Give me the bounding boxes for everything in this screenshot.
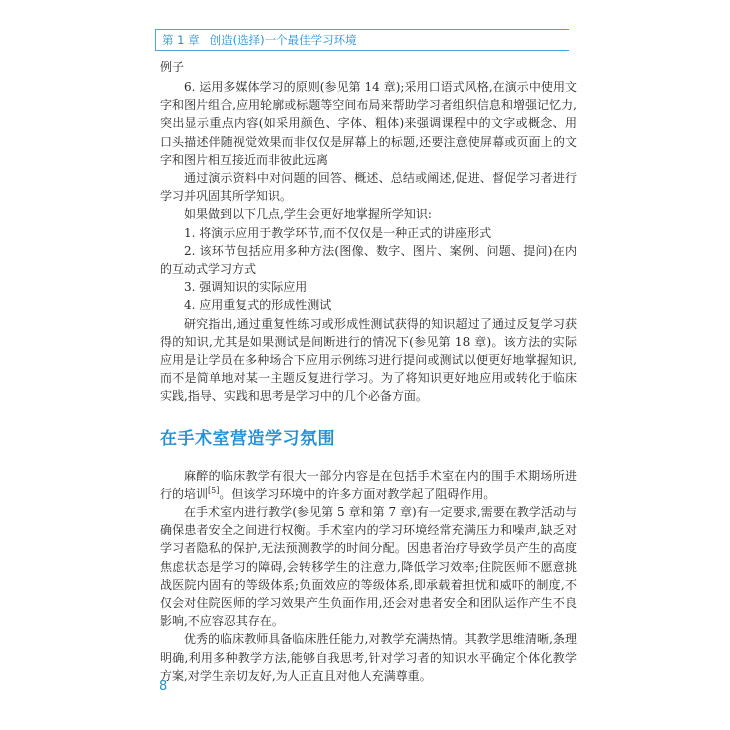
paragraph-reinforce: 通过演示资料中对问题的回答、概述、总结或阐述,促进、督促学习者进行学习并巩固其所学知识。	[160, 171, 577, 204]
paragraph-multimedia: 6. 运用多媒体学习的原则(参见第 14 章);采用口语式风格,在演示中使用文字和图片组合,应用轮廓或标题等空间布局来帮助学习者组织信息和增强记忆力,突出显示重点内容(如采用颜色、字体、粗体)来强调课程中的文字或概念、用口头描述伴随视觉效果而非仅仅是屏幕上的标题,还要注意使屏幕或页面上的文字和图片相互接近而非彼此远离	[160, 80, 577, 167]
chapter-header	[155, 29, 569, 51]
list-item: 4. 应用重复式的形成性测试	[184, 298, 332, 313]
paragraph-text: 。但该学习环境中的许多方面对教学起了阻碍作用。	[219, 486, 496, 501]
page-number: 8	[159, 679, 168, 694]
paragraph-conditions: 如果做到以下几点,学生会更好地掌握所学知识:	[184, 207, 432, 222]
section-heading: 在手术室营造学习氛围	[160, 428, 335, 449]
list-item: 3. 强调知识的实际应用	[184, 280, 308, 295]
paragraph-good-teacher: 优秀的临床教师具备临床胜任能力,对教学充满热情。其教学思维清晰,条理明确,利用多种教学方法,能够自我思考,针对学习者的知识水平确定个体化教学方案,对学生亲切友好,为人正直且对他人充满尊重。	[160, 632, 577, 683]
chapter-title: 创造(选择)一个最佳学习环境	[209, 33, 357, 47]
paragraph-research: 研究指出,通过重复性练习或形成性测试获得的知识超过了通过反复学习获得的知识,尤其是如果测试是间断进行的情况下(参见第 18 章)。该方法的实际应用是让学员在多种场合下应用示例练习进行提问或测试以便更好地掌握知识,而不是简单地对某一主题反复进行学习。为了将知识更好地应用或转化于临床实践,指导、实践和思考是学习中的几个必备方面。	[160, 316, 577, 404]
page-content	[160, 58, 577, 685]
chapter-number: 第 1 章	[162, 33, 200, 47]
paragraph-or-environment: 在手术室内进行教学(参见第 5 章和第 7 章)有一定要求,需要在教学活动与确保患者安全之间进行权衡。手术室内的学习环境经常充满压力和噪声,缺乏对学习者隐私的保护,无法预测教学的时间分配。因患者治疗导致学员产生的高度焦虑状态是学习的障碍,会转移学生的注意力,降低学习效率;住院医师不愿意挑战医院内固有的等级体系;负面效应的等级体系,即承载着担忧和威吓的制度,不仅会对住院医师的学习效果产生负面作用,还会对患者安全和团队运作产生不良影响,不应容忍其存在。	[160, 505, 577, 629]
reference-marker: [5]	[208, 485, 220, 495]
paragraph-text: 麻醉的临床教学有很大一部分内容是在包括手术室在内的围手术期场所进行的培训	[160, 468, 577, 501]
list-item: 1. 将演示应用于教学环节,而不仅仅是一种正式的讲座形式	[184, 225, 492, 240]
example-label: 例子	[160, 60, 185, 74]
list-item: 2. 该环节包括应用多种方法(图像、数字、图片、案例、问题、提问)在内的互动式学习方式	[160, 243, 577, 277]
paragraph-anesthesia-teaching	[160, 467, 577, 503]
